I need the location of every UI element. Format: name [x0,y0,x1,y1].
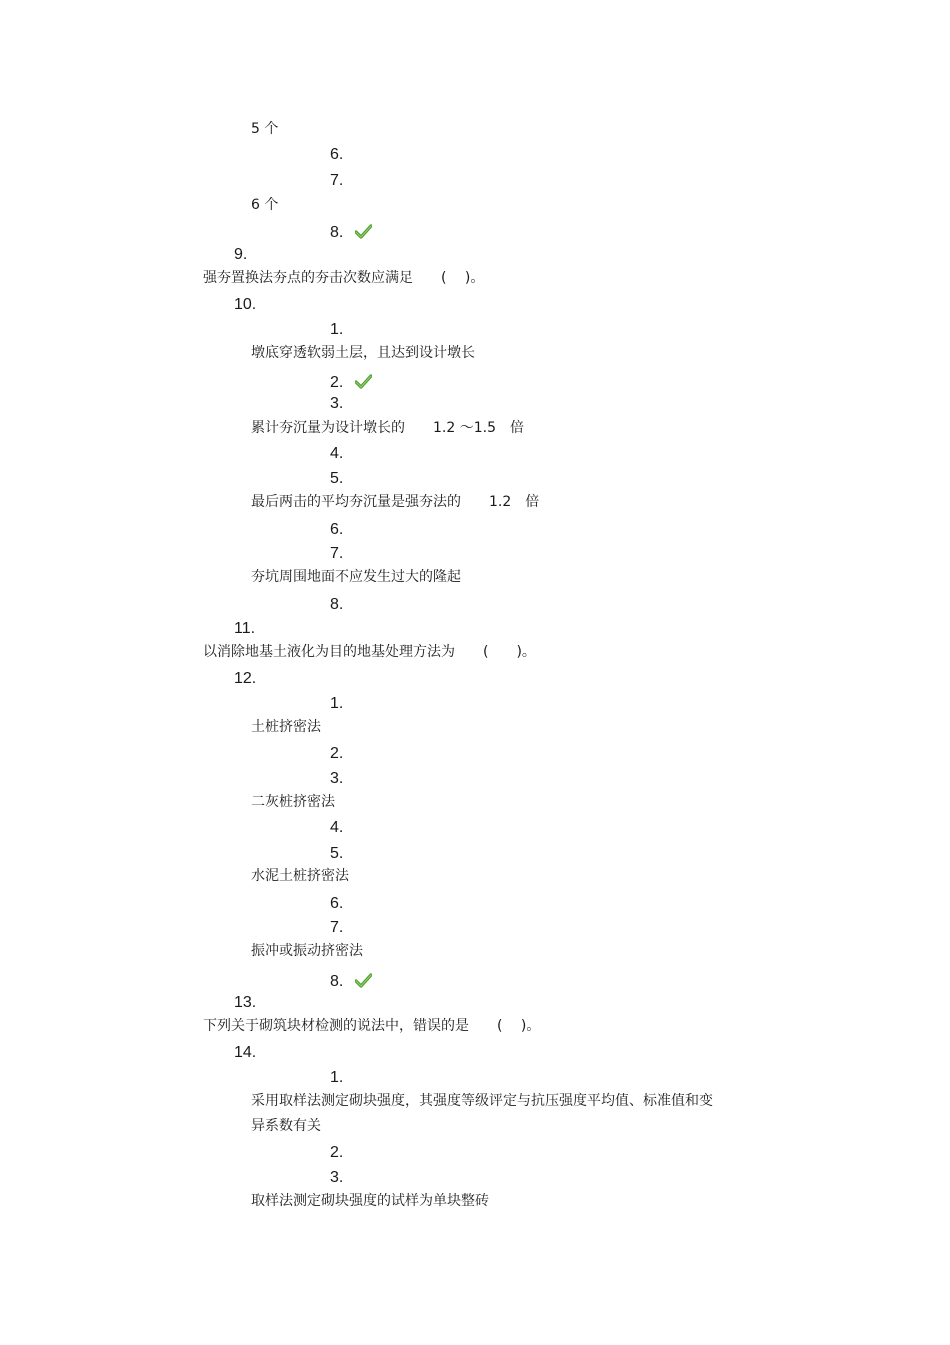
list-number: 6. [330,895,344,912]
option-text: 取样法测定砌块强度的试样为单块整砖 [251,1193,489,1209]
list-number: 8. [330,596,344,613]
list-number: 1. [330,1069,344,1086]
option-text: 夯坑周围地面不应发生过大的隆起 [251,569,461,585]
option-text: 土桩挤密法 [251,719,321,735]
checkmark-icon [355,224,372,239]
option-text: 5 个 [251,121,279,137]
question-stem: 下列关于砌筑块材检测的说法中，错误的是 ( )。 [203,1018,541,1034]
list-number: 7. [330,919,344,936]
list-number: 1. [330,321,344,338]
list-number [330,973,372,990]
list-number: 7. [330,172,344,189]
list-number: 6. [330,146,344,163]
question-number: 13. [234,994,257,1011]
option-text: 振冲或振动挤密法 [251,943,363,959]
checkmark-icon [355,374,372,389]
option-text: 墩底穿透软弱土层，且达到设计墩长 [251,345,475,361]
option-text: 水泥土桩挤密法 [251,868,349,884]
list-number-label: 8. [330,224,344,241]
question-stem: 以消除地基土液化为目的地基处理方法为 ( )。 [203,644,536,660]
question-number: 10. [234,296,257,313]
list-number: 4. [330,819,344,836]
list-number: 4. [330,445,344,462]
list-number: 7. [330,545,344,562]
option-text: 异系数有关 [251,1118,321,1134]
list-number: 3. [330,770,344,787]
list-number [330,224,372,241]
list-number: 5. [330,470,344,487]
question-stem: 强夯置换法夯点的夯击次数应满足 ( )。 [203,270,485,286]
option-text: 二灰桩挤密法 [251,794,335,810]
list-number: 3. [330,395,344,412]
option-text: 采用取样法测定砌块强度，其强度等级评定与抗压强度平均值、标准值和变 [251,1093,713,1109]
list-number [330,374,372,391]
question-number: 11. [234,620,256,637]
list-number-label: 2. [330,374,344,391]
list-number: 2. [330,745,344,762]
list-number: 2. [330,1144,344,1161]
question-number: 14. [234,1044,257,1061]
option-text: 6 个 [251,197,279,213]
checkmark-icon [355,973,372,988]
list-number: 6. [330,521,344,538]
list-number: 5. [330,845,344,862]
option-text: 最后两击的平均夯沉量是强夯法的 1.2 倍 [251,494,540,510]
question-number: 12. [234,670,257,687]
list-number-label: 8. [330,973,344,990]
list-number: 3. [330,1169,344,1186]
option-text: 累计夯沉量为设计墩长的 1.2 ～1.5 倍 [251,420,524,436]
list-number: 1. [330,695,344,712]
question-number: 9. [234,246,248,263]
